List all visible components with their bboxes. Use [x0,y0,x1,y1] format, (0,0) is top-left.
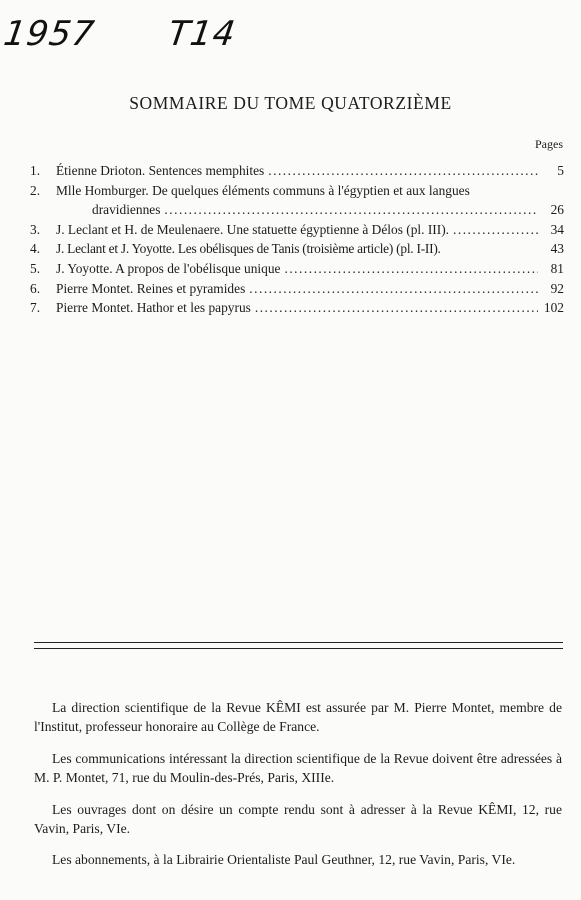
toc-entry [30,239,564,259]
double-rule-bottom [34,648,563,649]
toc-leader-dots [164,200,538,220]
toc-entry-continuation [30,200,564,220]
toc-entry [30,181,564,201]
toc-entry-page: 34 [550,221,564,237]
toc-entry-title: Étienne Drioton. Sentences memphites [56,163,265,178]
editorial-notes [34,698,562,882]
toc-entry-title: Pierre Montet. Reines et pyramides [56,280,246,296]
toc-entry [30,279,564,299]
page-title: SOMMAIRE DU TOME QUATORZIÈME [129,93,452,113]
note-paragraph: La direction scientifique de la Revue KÊMI est assurée par M. Pierre Montet, membre de l'Institut, professeur honoraire au Collège de France. [34,700,562,735]
note-paragraph: Les communications intéressant la direction scientifique de la Revue doivent être adressées à M. P. Montet, 71, rue du Moulin-des-Prés, Paris, XIIIe. [34,750,562,786]
toc-entry-number: 3. [30,221,41,237]
toc-entry-number: 4. [30,241,41,257]
handwritten-year: 1957 [1,14,98,54]
toc-entry-page: 43 [550,241,564,257]
toc-entry-page: 5 [557,163,564,178]
toc-entry [30,298,564,318]
pages-column-label: Pages [535,137,563,151]
toc-entry-title: J. Leclant et J. Yoyotte. Les obélisques de Tanis (troisième article) (pl. I-II). [56,241,441,257]
toc-entry-page: 102 [543,300,564,316]
handwritten-volume: T14 [165,14,239,54]
toc-entry-number: 2. [30,182,41,198]
toc-entry-title: Mlle Homburger. De quelques éléments communs à l'égyptien et aux langues [56,182,470,198]
note-paragraph: Les ouvrages dont on désire un compte rendu sont à adresser à la Revue KÊMI, 12, rue Vavin, Paris, VIe. [34,801,562,837]
toc-entry-title: Pierre Montet. Hathor et les papyrus [56,300,251,316]
toc-entry-page: 81 [550,260,564,276]
toc-entry-title: J. Yoyotte. A propos de l'obélisque unique [56,260,281,276]
toc-entry-title-continued: dravidiennes [92,202,161,218]
toc-entry-number: 1. [30,163,41,178]
note-paragraph: Les abonnements, à la Librairie Orientaliste Paul Geuthner, 12, rue Vavin, Paris, VIe. [52,852,516,868]
double-rule-top [34,642,563,643]
toc-entry-page: 26 [550,202,564,218]
toc-leader-dots [249,279,538,299]
toc-leader-dots [268,161,538,181]
toc-entry-title: J. Leclant et H. de Meulenaere. Une statuette égyptienne à Délos (pl. III). [56,221,450,237]
toc-entry-number: 7. [30,300,41,316]
toc-entry-page: 92 [550,280,564,296]
toc-entry-number: 5. [30,260,41,276]
toc-entry [30,161,564,181]
toc-leader-dots [255,298,538,318]
handwritten-annotation [1,14,312,54]
toc-leader-dots [284,259,538,279]
table-of-contents [30,161,564,318]
toc-entry [30,220,564,240]
toc-entry-number: 6. [30,280,41,296]
toc-entry [30,259,564,279]
